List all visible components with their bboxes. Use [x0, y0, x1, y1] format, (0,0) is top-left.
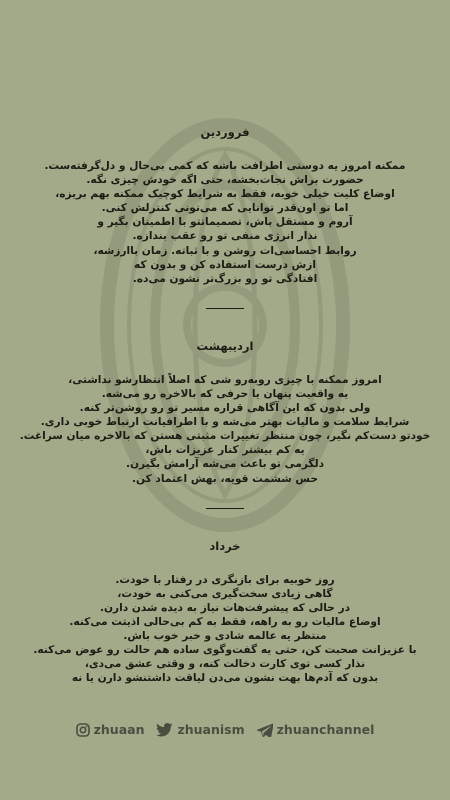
text-line: یه کم بیشتر کنار عزیزات باش، [145, 444, 305, 457]
twitter-icon [156, 723, 173, 737]
text-line: اوضاع کلیت خیلی خوبه، فقط به شرایط کوچیک ممکنه بهم بریزه، [55, 188, 395, 201]
text-line: شرایط سلامت و مالیات بهتر می‌شه و با اطرافیانت ارتباط خوبی داری. [40, 416, 410, 429]
month-text [0, 573, 450, 686]
month-title: اردیبهشت [196, 338, 254, 353]
month-text [0, 159, 450, 286]
social-links [0, 722, 450, 737]
month-title: خرداد [209, 538, 241, 553]
month-text [0, 373, 450, 486]
instagram-handle: zhuaan [93, 722, 145, 737]
section-divider [206, 308, 244, 309]
text-line: اما تو اون‌قدر توانایی که می‌تونی کنترلش کنی. [101, 202, 349, 215]
text-line: نذار انرژی منفی تو رو عقب بندازه. [132, 230, 318, 243]
text-line: نذار کسی توی کارت دخالت کنه، و وقتی عشق می‌دی، [84, 658, 366, 671]
twitter-link[interactable] [156, 722, 244, 737]
month-title: فروردین [200, 125, 250, 139]
text-line: امروز ممکنه با چیزی روبه‌رو شی که اصلاً انتظارشو نداشتی، [68, 373, 382, 386]
month-section-khordad [0, 539, 450, 686]
text-line: خودتو دست‌کم نگیر، چون منتظر تغییرات مثبتی هستن که بالاخره میان سراغت. [19, 430, 431, 443]
instagram-link[interactable] [76, 722, 145, 737]
telegram-link[interactable] [257, 722, 375, 737]
text-line: حضورت براش نجات‌بخشه، حتی اگه خودش چیزی نگه. [86, 174, 364, 187]
text-line: در حالی که پیشرفت‌هات نیاز به دیده شدن دارن. [99, 601, 351, 614]
section-divider [206, 508, 244, 509]
text-line: روابط احساسی‌ات روشن و با ثباته. زمان باارزشه، [93, 244, 357, 257]
text-line: منتظر یه عالمه شادی و خبر خوب باش. [123, 629, 327, 642]
text-line: روز خوبیه برای بازنگری در رفتار با خودت. [115, 573, 335, 586]
text-line: ممکنه امروز یه دوستی اطرافت باشه که کمی بی‌حال و دل‌گرفته‌ست. [44, 160, 406, 172]
telegram-handle: zhuanchannel [276, 722, 375, 737]
text-line: حس ششمت قویه، بهش اعتماد کن. [132, 472, 318, 485]
text-line: افتادگی تو رو بزرگ‌تر نشون می‌ده. [132, 272, 318, 285]
month-section-ordibehesht [0, 339, 450, 486]
text-line: یه واقعیت پنهان یا حرفی که بالاخره رو می‌شه. [101, 387, 349, 400]
text-line: دلگرمی تو باعث می‌شه آرامش بگیرن. [125, 458, 325, 471]
text-line: گاهی زیادی سخت‌گیری می‌کنی به خودت، [117, 587, 333, 600]
telegram-icon [257, 723, 273, 737]
text-line: ازش درست استفاده کن و بدون که [134, 258, 316, 271]
month-section-farvardin [0, 125, 450, 286]
twitter-handle: zhuanism [177, 722, 245, 737]
text-line: اوضاع مالیات رو به راهه، فقط به کم بی‌حالی اذیتت می‌کنه. [69, 615, 381, 628]
text-line: آروم و مستقل باش، تصمیماتتو با اطمینان بگیر و [97, 216, 353, 229]
text-line: با عزیزانت صحبت کن، حتی یه گفت‌وگوی ساده هم حالت رو عوض می‌کنه. [33, 644, 417, 657]
instagram-icon [76, 723, 90, 737]
text-line: بدون که آدم‌ها بهت نشون می‌دن لیاقت داشتنشو دارن یا نه [71, 672, 379, 685]
horoscope-content [0, 125, 450, 685]
text-line: ولی بدون که این آگاهی قراره مسیر تو رو روشن‌تر کنه. [79, 402, 371, 415]
